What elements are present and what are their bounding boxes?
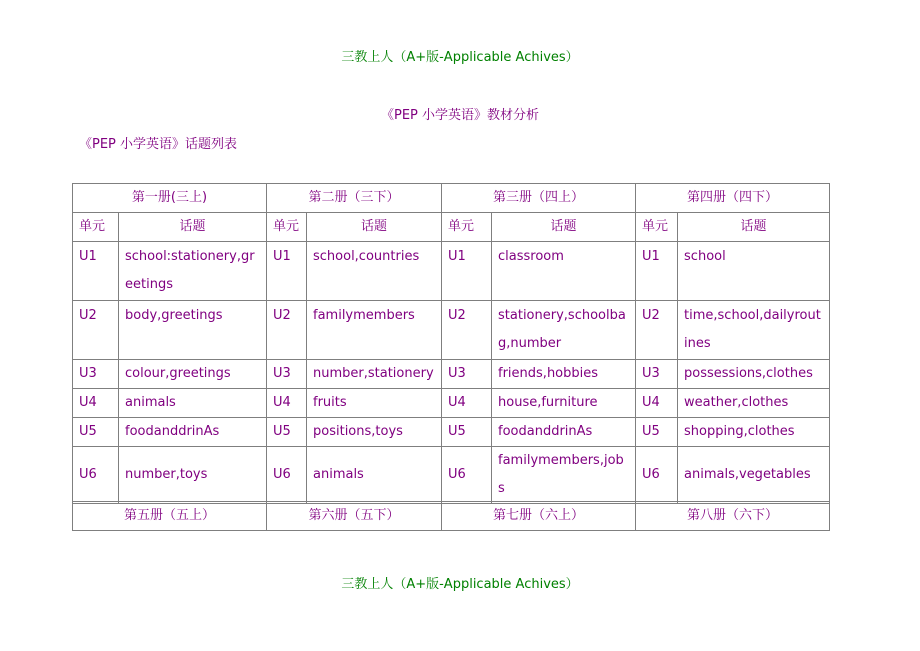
unit-col-header: 单元 [267,213,307,242]
unit-cell: U2 [267,301,307,360]
topic-cell: school,countries [307,242,442,301]
unit-cell: U3 [267,360,307,389]
table-row [73,242,830,301]
unit-col-header: 单元 [442,213,492,242]
topic-col-header: 话题 [492,213,636,242]
topic-cell: time,school,dailyroutines [678,301,830,360]
unit-cell: U6 [267,447,307,504]
unit-cell: U4 [636,389,678,418]
unit-cell: U1 [636,242,678,301]
topic-cell: school [678,242,830,301]
topic-cell: familymembers,jobs [492,447,636,504]
unit-cell: U4 [73,389,119,418]
unit-cell: U5 [442,418,492,447]
section-title: 《PEP 小学英语》话题列表 [79,137,238,152]
unit-col-header: 单元 [73,213,119,242]
topic-cell: animals,vegetables [678,447,830,504]
unit-cell: U4 [267,389,307,418]
column-header-row [73,213,830,242]
topic-table-2 [72,501,830,531]
unit-col-header: 单元 [636,213,678,242]
unit-cell: U2 [73,301,119,360]
book-header: 第三册（四上） [442,184,636,213]
table-row [73,447,830,504]
unit-cell: U1 [442,242,492,301]
unit-cell: U6 [442,447,492,504]
unit-cell: U2 [636,301,678,360]
table-row [73,418,830,447]
topic-cell: stationery,schoolbag,number [492,301,636,360]
topic-cell: number,toys [119,447,267,504]
topic-cell: animals [119,389,267,418]
topic-cell: friends,hobbies [492,360,636,389]
book-header-row [73,502,830,531]
page-footer: 三教上人（A+版-Applicable Achives） [341,577,579,592]
table-row [73,360,830,389]
topic-col-header: 话题 [307,213,442,242]
topic-cell: number,stationery [307,360,442,389]
book-header: 第七册（六上） [442,502,636,531]
topic-cell: weather,clothes [678,389,830,418]
topic-table [72,183,830,504]
topic-cell: foodanddrinAs [119,418,267,447]
book-header: 第二册（三下） [267,184,442,213]
topic-cell: possessions,clothes [678,360,830,389]
book-header: 第六册（五下） [267,502,442,531]
unit-cell: U6 [73,447,119,504]
topic-col-header: 话题 [119,213,267,242]
topic-cell: school:stationery,greetings [119,242,267,301]
table-row [73,301,830,360]
unit-cell: U5 [73,418,119,447]
table-row [73,389,830,418]
unit-cell: U1 [73,242,119,301]
topic-cell: body,greetings [119,301,267,360]
topic-cell: classroom [492,242,636,301]
unit-cell: U4 [442,389,492,418]
unit-cell: U1 [267,242,307,301]
topic-cell: positions,toys [307,418,442,447]
topic-cell: house,furniture [492,389,636,418]
topic-cell: fruits [307,389,442,418]
topic-cell: animals [307,447,442,504]
unit-cell: U6 [636,447,678,504]
unit-cell: U5 [267,418,307,447]
unit-cell: U3 [442,360,492,389]
topic-cell: shopping,clothes [678,418,830,447]
page-header: 三教上人（A+版-Applicable Achives） [341,50,579,65]
book-header: 第五册（五上） [73,502,267,531]
unit-cell: U5 [636,418,678,447]
topic-col-header: 话题 [678,213,830,242]
unit-cell: U3 [636,360,678,389]
topic-cell: foodanddrinAs [492,418,636,447]
topic-cell: colour,greetings [119,360,267,389]
topic-cell: familymembers [307,301,442,360]
unit-cell: U3 [73,360,119,389]
book-header: 第四册（四下） [636,184,830,213]
book-header: 第一册(三上) [73,184,267,213]
book-header: 第八册（六下） [636,502,830,531]
page-title: 《PEP 小学英语》教材分析 [380,108,540,123]
unit-cell: U2 [442,301,492,360]
book-header-row [73,184,830,213]
